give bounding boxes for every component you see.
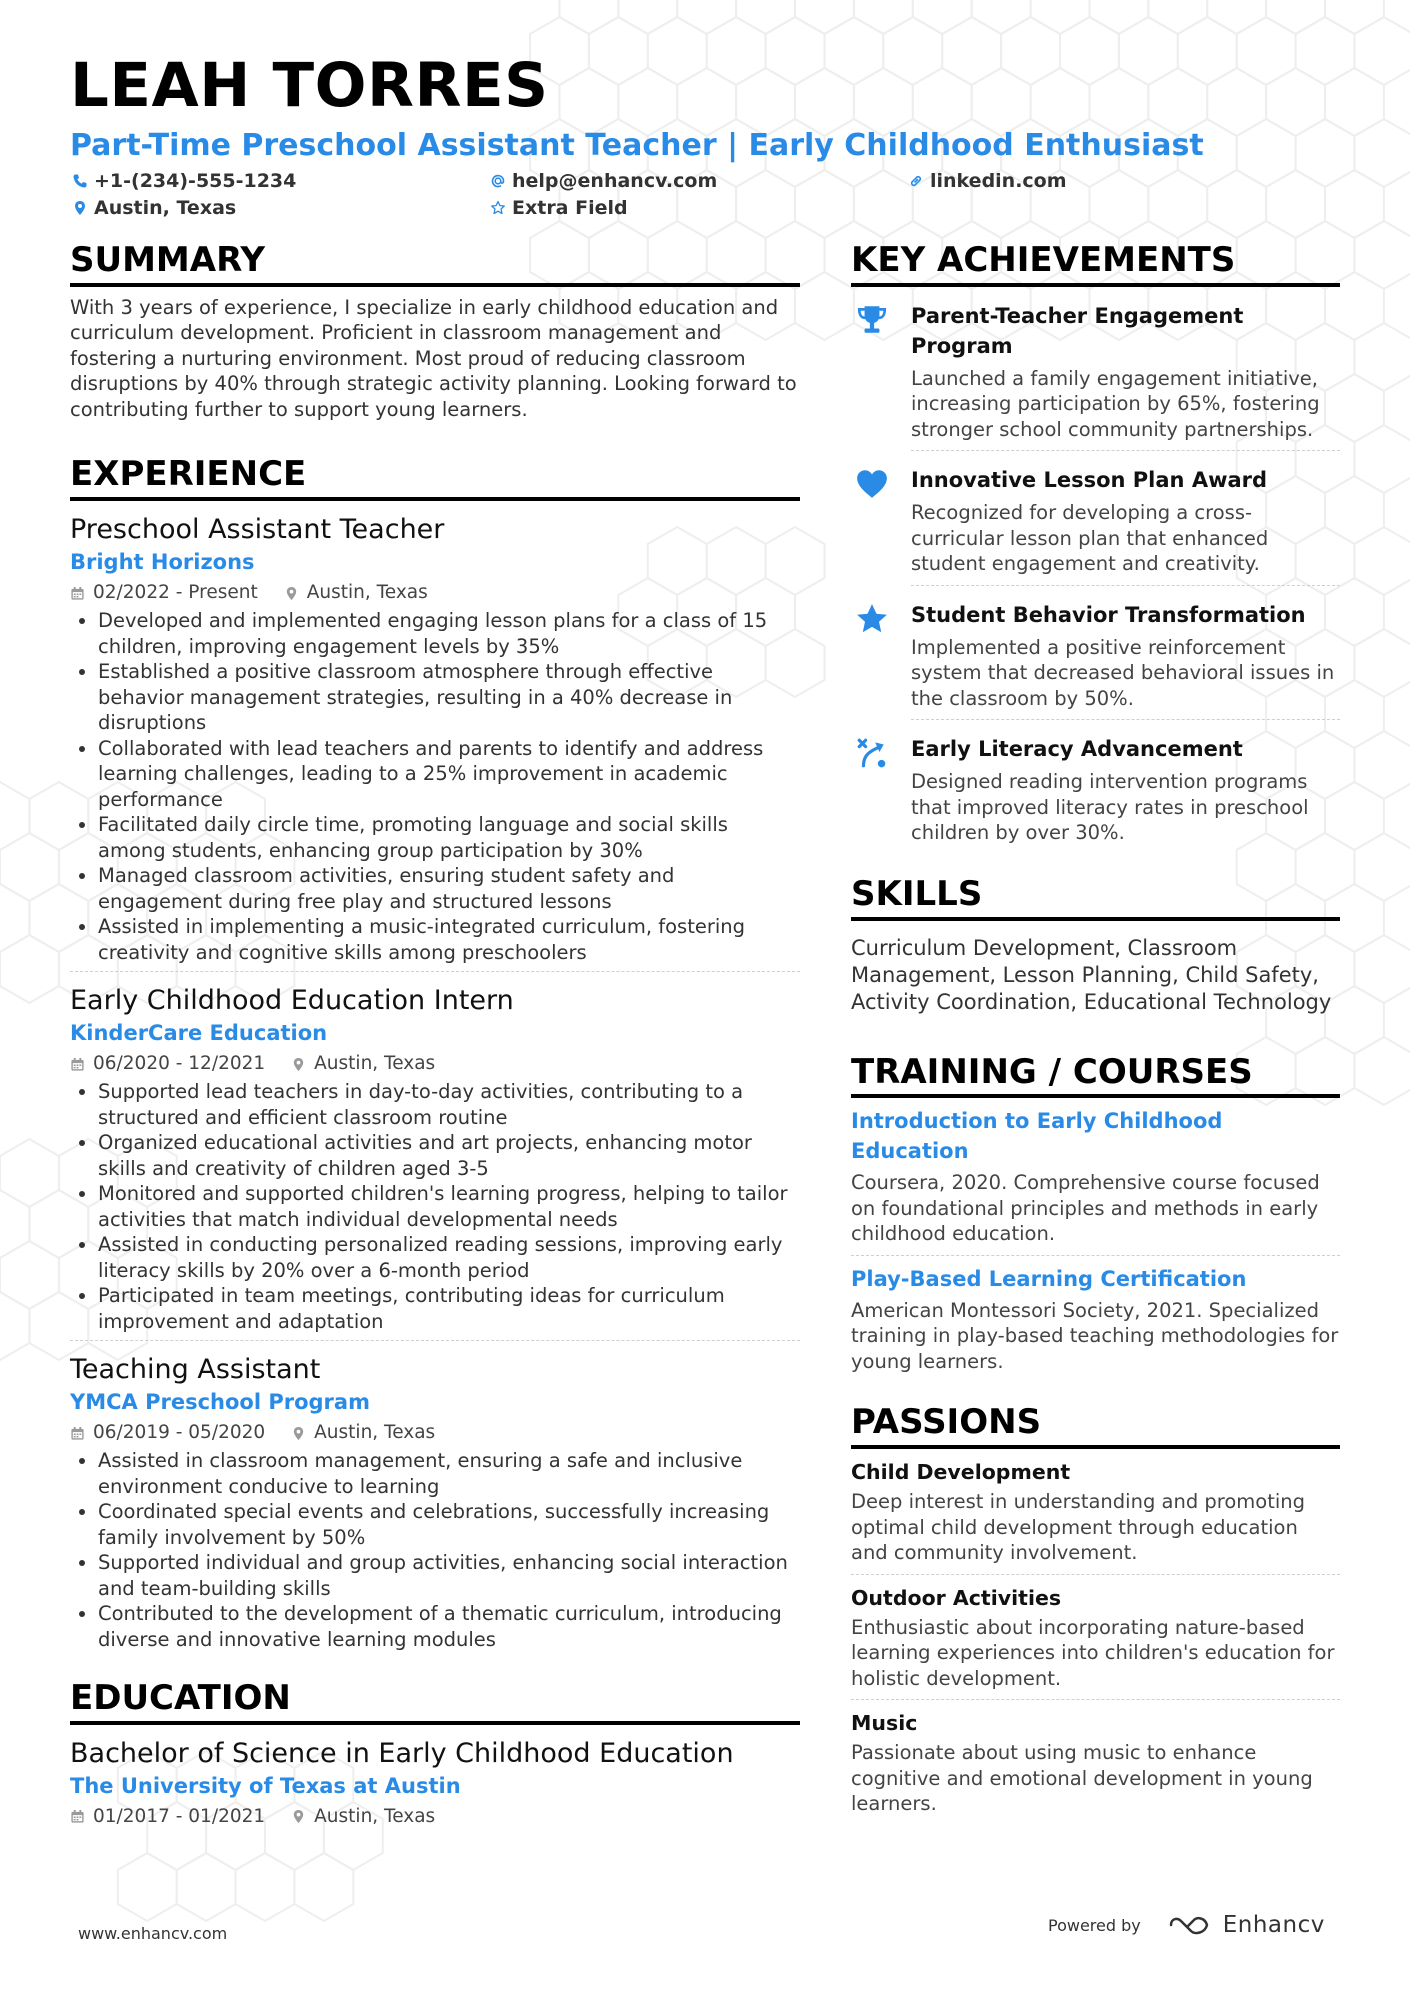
bullet-item: • Supported individual and group activities, enhancing social interaction and team-building skills — [98, 1550, 800, 1601]
job-bullets — [70, 608, 800, 965]
passion-item — [851, 1457, 1340, 1575]
passion-title: Outdoor Activities — [851, 1585, 1062, 1610]
bullet-item: • Developed and implemented engaging lesson plans for a class of 15 children, improving engagement levels by 35% — [98, 608, 800, 659]
entry-divider — [851, 1574, 1340, 1575]
linkedin-url: linkedin.com — [930, 170, 1067, 192]
job-meta — [70, 1051, 800, 1077]
job-bullets — [70, 1079, 800, 1334]
course-desc: Coursera, 2020. Comprehensive course focused on foundational principles and methods in early childhood education. — [851, 1171, 1320, 1246]
powered-by-label: Powered by — [1048, 1915, 1141, 1935]
entry-divider — [911, 585, 1340, 586]
entry-divider — [851, 1699, 1340, 1700]
location-pin-icon — [284, 586, 299, 601]
course-item — [851, 1264, 1340, 1375]
training-heading: TRAINING / COURSES — [851, 1052, 1340, 1099]
achievement-title: Innovative Lesson Plan Award — [911, 468, 1268, 493]
brand-name: Enhancv — [1222, 1912, 1325, 1938]
course-title: Introduction to Early Childhood Education — [851, 1109, 1223, 1164]
right-column — [851, 240, 1340, 1817]
job-dates: 06/2020 - 12/2021 — [93, 1053, 266, 1075]
bullet-item: • Assisted in classroom management, ensuring a safe and inclusive environment conducive to learning — [98, 1448, 800, 1499]
passion-desc: Passionate about using music to enhance cognitive and emotional development in young learners. — [851, 1741, 1313, 1816]
job-title: Early Childhood Education Intern — [70, 985, 514, 1017]
experience-entry — [70, 1353, 800, 1652]
bullet-item: • Contributed to the development of a thematic curriculum, introducing diverse and innovative learning modules — [98, 1601, 800, 1652]
achievement-desc: Implemented a positive reinforcement system that decreased behavioral issues in the classroom by 50%. — [911, 635, 1335, 710]
calendar-icon — [70, 1426, 85, 1441]
entry-divider — [911, 450, 1340, 451]
job-dates: 02/2022 - Present — [93, 582, 258, 604]
passion-item — [851, 1583, 1340, 1701]
education-location: Austin, Texas — [314, 1805, 436, 1827]
bullet-item: • Assisted in conducting personalized reading sessions, improving early literacy skills by 20% over a 6-month period — [98, 1232, 800, 1283]
bullet-item: • Monitored and supported children's learning progress, helping to tailor activities that match individual developmental needs — [98, 1181, 800, 1232]
strategy-icon — [855, 736, 889, 770]
education-meta — [70, 1804, 800, 1830]
bullet-item: • Participated in team meetings, contributing ideas for curriculum improvement and adaptation — [98, 1283, 800, 1334]
achievement-item — [851, 301, 1340, 452]
bullet-item: • Assisted in implementing a music-integrated curriculum, fostering creativity and cognitive skills among preschoolers — [98, 914, 800, 965]
job-meta — [70, 1420, 800, 1446]
achievement-title: Student Behavior Transformation — [911, 602, 1306, 627]
candidate-name: LEAH TORRES — [70, 50, 549, 121]
star-icon — [855, 602, 889, 636]
extra-field-contact — [490, 197, 628, 219]
course-item — [851, 1106, 1340, 1256]
experience-heading: EXPERIENCE — [70, 454, 800, 501]
job-title: Preschool Assistant Teacher — [70, 514, 445, 546]
achievement-desc: Designed reading intervention programs that improved literacy rates in preschool children by over 30%. — [911, 770, 1309, 845]
email-contact[interactable] — [490, 170, 717, 192]
achievement-title: Parent-Teacher Engagement Program — [911, 303, 1244, 358]
passion-desc: Enthusiastic about incorporating nature-based learning experiences into children's education for holistic development. — [851, 1615, 1335, 1690]
course-title: Play-Based Learning Certification — [851, 1266, 1247, 1291]
email-address: help@enhancv.com — [512, 170, 718, 192]
footer-branding — [1048, 1912, 1325, 1938]
achievement-item — [851, 600, 1340, 721]
location-pin-icon — [291, 1057, 306, 1072]
entry-divider — [70, 1340, 800, 1341]
degree-title: Bachelor of Science in Early Childhood Education — [70, 1737, 734, 1769]
achievement-item — [851, 734, 1340, 846]
job-company: YMCA Preschool Program — [70, 1390, 370, 1415]
school-name: The University of Texas at Austin — [70, 1773, 461, 1798]
job-dates: 06/2019 - 05/2020 — [93, 1422, 266, 1444]
job-location: Austin, Texas — [306, 582, 428, 604]
location-pin-icon — [291, 1426, 306, 1441]
job-location: Austin, Texas — [314, 1053, 436, 1075]
skills-list: Curriculum Development, Classroom Management, Lesson Planning, Child Safety, Activity Coordination, Educational Technology — [851, 935, 1332, 1014]
bullet-item: • Supported lead teachers in day-to-day activities, contributing to a structured and efficient classroom routine — [98, 1079, 800, 1130]
entry-divider — [70, 971, 800, 972]
star-outline-icon — [490, 200, 506, 216]
calendar-icon — [70, 1057, 85, 1072]
course-desc: American Montessori Society, 2021. Specialized training in play-based teaching methodologies for young learners. — [851, 1298, 1339, 1373]
location-pin-icon — [72, 200, 88, 216]
bullet-item: • Managed classroom activities, ensuring student safety and engagement during free play and structured lessons — [98, 863, 800, 914]
achievement-item — [851, 465, 1340, 586]
achievement-title: Early Literacy Advancement — [911, 737, 1243, 762]
location-contact — [72, 197, 236, 219]
bullet-item: • Collaborated with lead teachers and parents to identify and address learning challenges, leading to a 25% improvement in academic performance — [98, 736, 800, 813]
candidate-tagline: Part-Time Preschool Assistant Teacher | Early Childhood Enthusiast — [70, 128, 1204, 163]
extra-field-text: Extra Field — [512, 197, 628, 219]
bullet-item: • Established a positive classroom atmosphere through effective behavior management strategies, resulting in a 40% decrease in disruptions — [98, 659, 800, 736]
heart-icon — [855, 467, 889, 501]
calendar-icon — [70, 1809, 85, 1824]
achievements-heading: KEY ACHIEVEMENTS — [851, 240, 1340, 287]
job-meta — [70, 580, 800, 606]
passion-title: Music — [851, 1711, 918, 1736]
bullet-item: • Coordinated special events and celebrations, successfully increasing family involvement by 50% — [98, 1499, 800, 1550]
entry-divider — [851, 1255, 1340, 1256]
skills-heading: SKILLS — [851, 874, 1340, 921]
job-bullets — [70, 1448, 800, 1652]
link-icon — [908, 173, 924, 189]
entry-divider — [911, 719, 1340, 720]
summary-text: With 3 years of experience, I specialize in early childhood education and curriculum development. Proficient in classroom management and fostering a nurturing environment. Most proud of reducing classroom disruptions by 40% through strategic activity planning. Looking forward to contributing further to support young learners. — [70, 295, 797, 421]
passion-desc: Deep interest in understanding and promoting optimal child development through education and community involvement. — [851, 1490, 1306, 1565]
calendar-icon — [70, 586, 85, 601]
bullet-item: • Facilitated daily circle time, promoting language and social skills among students, enhancing group participation by 30% — [98, 812, 800, 863]
job-title: Teaching Assistant — [70, 1354, 321, 1386]
passion-title: Child Development — [851, 1460, 1071, 1485]
phone-contact[interactable] — [72, 170, 296, 192]
footer-website[interactable]: www.enhancv.com — [78, 1924, 228, 1943]
education-heading: EDUCATION — [70, 1678, 800, 1725]
passions-heading: PASSIONS — [851, 1402, 1340, 1449]
passion-item — [851, 1708, 1340, 1817]
bullet-item: • Organized educational activities and art projects, enhancing motor skills and creativity of children aged 3-5 — [98, 1130, 800, 1181]
enhancv-logo-icon — [1167, 1913, 1213, 1937]
brand-logo[interactable] — [1167, 1912, 1325, 1938]
phone-number: +1-(234)-555-1234 — [94, 170, 297, 192]
phone-icon — [72, 173, 88, 189]
job-company: Bright Horizons — [70, 550, 255, 575]
trophy-icon — [855, 303, 889, 337]
experience-entry — [70, 513, 800, 972]
experience-entry — [70, 984, 800, 1341]
education-entry — [70, 1737, 800, 1830]
job-location: Austin, Texas — [314, 1422, 436, 1444]
location-text: Austin, Texas — [94, 197, 237, 219]
summary-heading: SUMMARY — [70, 240, 800, 287]
job-company: KinderCare Education — [70, 1021, 328, 1046]
achievement-desc: Recognized for developing a cross-curricular lesson plan that enhanced student engagement and creativity. — [911, 501, 1269, 576]
left-column — [70, 240, 800, 1832]
location-pin-icon — [291, 1809, 306, 1824]
education-dates: 01/2017 - 01/2021 — [93, 1805, 266, 1827]
achievement-desc: Launched a family engagement initiative, increasing participation by 65%, fostering stronger school community partnerships. — [911, 366, 1320, 441]
linkedin-contact[interactable] — [908, 170, 1067, 192]
at-icon — [490, 173, 506, 189]
